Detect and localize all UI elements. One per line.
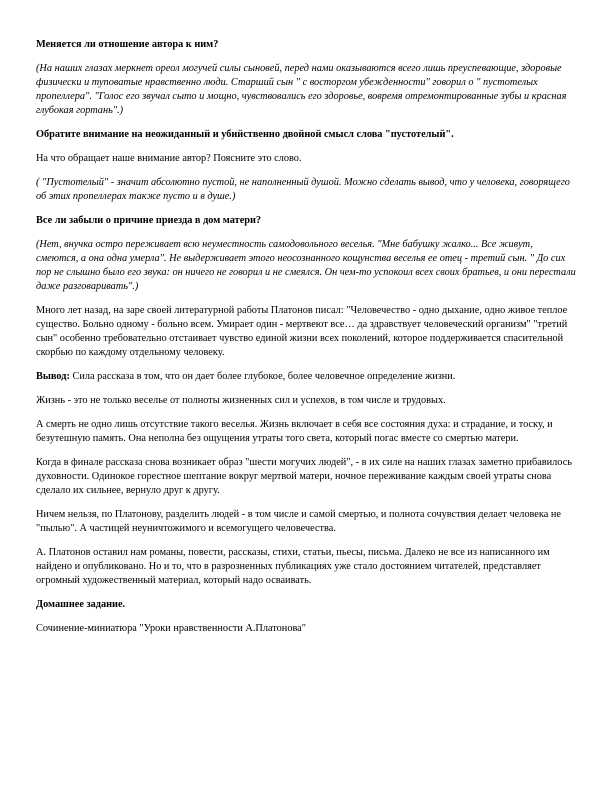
answer-hollow-meaning: ( "Пустотелый" - значит абсолютно пустой, не наполненный душой. Можно сделать вывод, что у человека, говорящего об этих пропеллерах также пусто и в душе.) bbox=[36, 177, 570, 202]
conclusion-text: Сила рассказа в том, что он дает более глубокое, более человечное определение жизни. bbox=[69, 371, 456, 382]
answer-sons-fading: (На наших глазах меркнет ореол могучей силы сыновей, перед нами оказываются всего лишь преуспевающие, здоровые физически и туповатые нравственно люди. Старший сын " с восторгом убежденности" говорил о " пустотелых пропеллера". "Голос его звучал сыто и мощно, чувствовались его здоровье, вовремя отремонтированные зубы и красная глубокая гортань".) bbox=[36, 63, 567, 116]
paragraph-legacy: А. Платонов оставил нам романы, повести, рассказы, стихи, статьи, пьесы, письма. Далеко не все из написанного им найдено и опубликовано. Но и то, что в разрозненных публикациях уже стало достоянием читателей, представляет огромный художественный материал, который надо осваивать. bbox=[36, 547, 550, 586]
answer-granddaughter: (Нет, внучка остро переживает всю неуместность самодовольного веселья. "Мне бабушку жалко... Все живут, смеются, а она одна умерла". Не выдерживает этого неосознанного кощунства веселья ее отец - третий сын. " До сих пор не слышно было его звука: он ничего не говорил и не смеялся. Он чем-то успокоил всех своих братьев, и они перестали даже разговаривать".) bbox=[36, 239, 576, 292]
homework-label: Домашнее задание. bbox=[36, 599, 126, 610]
paragraph-humanity: Много лет назад, на заре своей литературной работы Платонов писал: "Человечество - одно дыхание, одно живое теплое существо. Больно одному - больно всем. Умирает один - мертвеют все… да здравствует человеческий организм" "третий сын" особенно требовательно отстаивает чувство единой жизни всех поколений, которое поддерживается спасительной скорбью по каждому отдельному человеку. bbox=[36, 305, 568, 358]
question-author-attitude: Меняется ли отношение автора к ним? bbox=[36, 39, 219, 50]
paragraph-unity: Ничем нельзя, по Платонову, разделить людей - в том числе и самой смертью, и полнота сочувствия делает человека не "пылью". А частицей неуничтожимого и всемогущего человечества. bbox=[36, 509, 561, 534]
paragraph-death: А смерть не одно лишь отсутствие такого веселья. Жизнь включает в себя все состояния духа: и страдание, и тоску, и безутешную память. Она неполна без ощущения утраты того света, который погас вместе со смертью матери. bbox=[36, 419, 553, 444]
question-reason-visit: Все ли забыли о причине приезда в дом матери? bbox=[36, 215, 262, 226]
document-page bbox=[36, 38, 576, 646]
paragraph-finale: Когда в финале рассказа снова возникает образ "шести могучих людей", - в их силе на наших глазах заметно прибавилось духовности. Одинокое горестное шептание вокруг мертвой матери, ночное переживание каждым своей утраты снова сделало их сильнее, вернуло друг к другу. bbox=[36, 457, 572, 496]
question-explain-word: На что обращает наше внимание автор? Поясните это слово. bbox=[36, 153, 302, 164]
homework-text: Сочинение-миниатюра "Уроки нравственности А.Платонова" bbox=[36, 623, 306, 634]
paragraph-life: Жизнь - это не только веселье от полноты жизненных сил и успехов, в том числе и трудовых. bbox=[36, 395, 446, 406]
paragraph-conclusion bbox=[36, 370, 576, 384]
question-hollow-word: Обратите внимание на неожиданный и убийственно двойной смысл слова "пустотелый". bbox=[36, 129, 454, 140]
conclusion-label: Вывод: bbox=[36, 371, 70, 382]
